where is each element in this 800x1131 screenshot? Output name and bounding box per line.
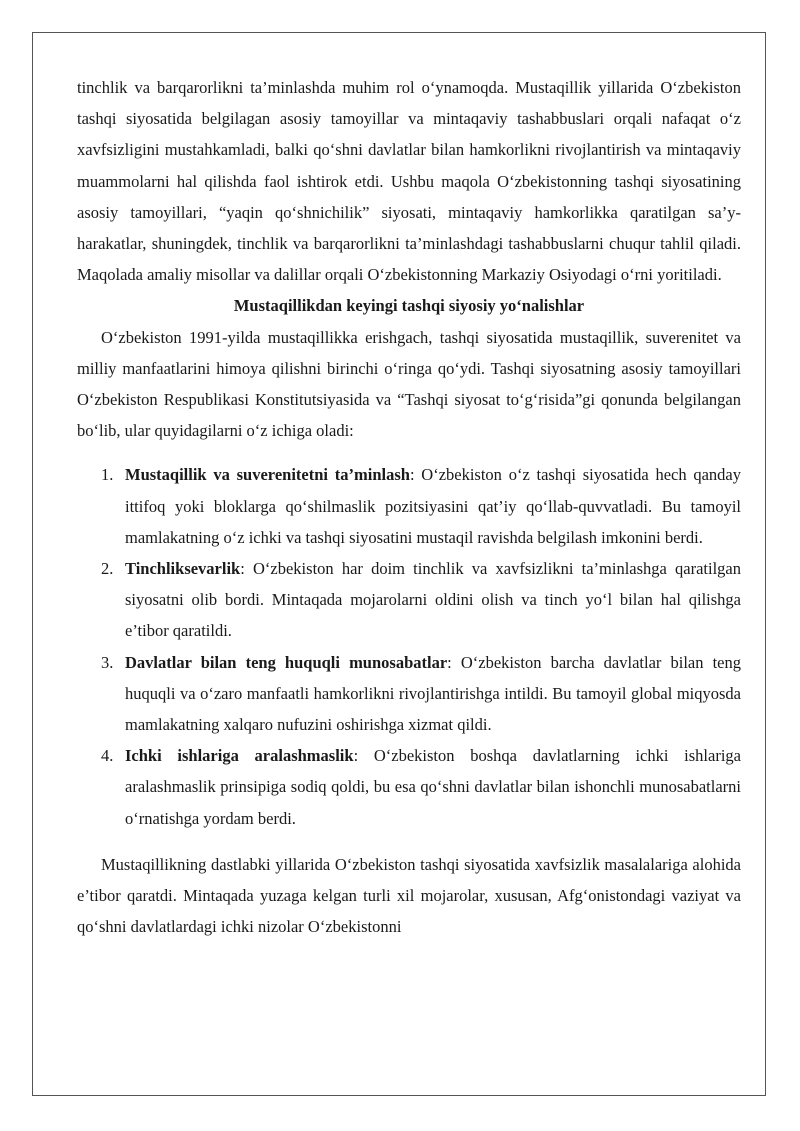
list-item-text: : O‘zbekiston har doim tinchlik va xavfsizlikni ta’minlashga qaratilgan siyosatni olib bordi. Mintaqada mojarolarni oldini olish va tinch yo‘l bilan hal qilishga e’tibor qaratildi. <box>125 559 741 641</box>
list-item-text: : O‘zbekiston o‘z tashqi siyosatida hech qanday ittifoq yoki bloklarga qo‘shilmaslik pozitsiyasini qat’iy qo‘llab-quvvatladi. Bu tamoyil mamlakatning o‘z ichki va tashqi siyosatini mustaqil ravishda belgilash imkonini berdi. <box>125 465 742 547</box>
list-item <box>77 647 741 741</box>
list-item-term: Davlatlar bilan teng huquqli munosabatlar <box>125 652 448 672</box>
principles-list <box>77 459 741 833</box>
list-item-number: 1. <box>101 465 114 485</box>
section-heading: Mustaqillikdan keyingi tashqi siyosiy yo‘nalishlar <box>233 296 585 316</box>
list-item-term: Tinchliksevarlik <box>125 559 241 579</box>
list-item <box>77 740 741 834</box>
document-body <box>77 72 741 942</box>
list-item-term: Mustaqillik va suverenitetni ta’minlash <box>125 465 410 485</box>
list-item-number: 3. <box>101 652 114 672</box>
intro-paragraph: tinchlik va barqarorlikni ta’minlashda muhim rol o‘ynamoqda. Mustaqillik yillarida O‘zbekiston tashqi siyosatida belgilagan asosiy tamoyillar va mintaqaviy tashabbuslari orqali nafaqat o‘z xavfsizligini mustahkamladi, balki qo‘shni davlatlar bilan hamkorlikni rivojlantirish va mintaqaviy muammolarni hal qilishda faol ishtirok etdi. Ushbu maqola O‘zbekistonning tashqi siyosatining asosiy tamoyillari, “yaqin qo‘shnichilik” siyosati, mintaqaviy hamkorlikka qaratilgan sa’y-harakatlar, shuningdek, tinchlik va barqarorlikni ta’minlashdagi tashabbuslarni chuqur tahlil qiladi. Maqolada amaliy misollar va dalillar orqali O‘zbekistonning Markaziy Osiyodagi o‘rni yoritiladi. <box>77 78 741 285</box>
list-item-number: 4. <box>101 746 114 766</box>
section-paragraph: O‘zbekiston 1991-yilda mustaqillikka erishgach, tashqi siyosatida mustaqillik, suverenitet va milliy manfaatlarini himoya qilishni birinchi o‘ringa qo‘ydi. Tashqi siyosatning asosiy tamoyillari O‘zbekiston Respublikasi Konstitutsiyasida va “Tashqi siyosat to‘g‘risida”gi qonunda belgilangan bo‘lib, ular quyidagilarni o‘z ichiga oladi: <box>77 327 741 441</box>
list-item-term: Ichki ishlariga aralashmaslik <box>125 746 354 766</box>
closing-paragraph: Mustaqillikning dastlabki yillarida O‘zbekiston tashqi siyosatida xavfsizlik masalalariga alohida e’tibor qaratdi. Mintaqada yuzaga kelgan turli xil mojarolar, xususan, Afg‘onistondagi vaziyat va qo‘shni davlatlardagi ichki nizolar O‘zbekistonni <box>77 854 741 937</box>
list-item-number: 2. <box>101 559 114 579</box>
list-item-text: : O‘zbekiston boshqa davlatlarning ichki ishlariga aralashmaslik prinsipiga sodiq qoldi, bu esa qo‘shni davlatlar bilan ishonchli munosabatlarni o‘rnatishga yordam berdi. <box>125 746 741 828</box>
list-item <box>77 553 741 647</box>
list-item-text: : O‘zbekiston barcha davlatlar bilan teng huquqli va o‘zaro manfaatli hamkorlikni rivojlantirishga intildi. Bu tamoyil global miqyosda mamlakatning xalqaro nufuzini oshirishga xizmat qildi. <box>125 652 741 735</box>
list-item <box>77 459 741 553</box>
